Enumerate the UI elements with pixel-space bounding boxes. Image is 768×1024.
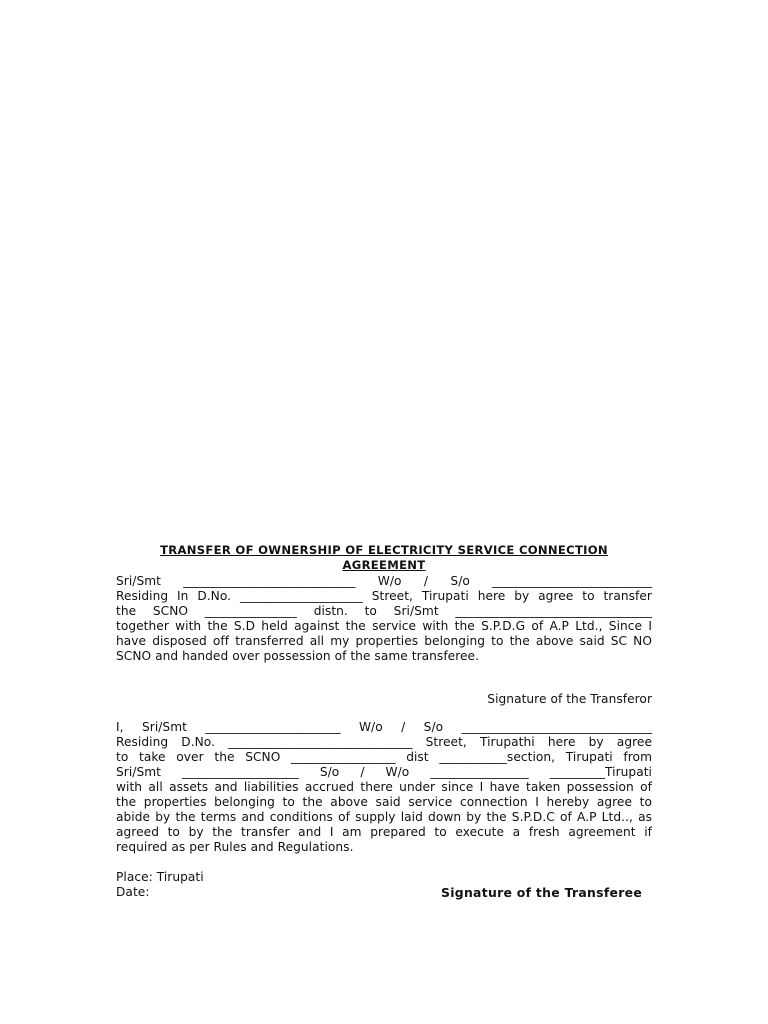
transferee-line-6: the properties belonging to the above said service connection I hereby agree to — [116, 795, 652, 809]
transferee-line-2: Residing D.No. ______________________________ Street, Tirupathi here by agree — [116, 735, 652, 749]
transferor-paragraph — [116, 574, 652, 664]
agreement-body — [116, 543, 652, 900]
transferee-paragraph — [116, 720, 652, 855]
transferee-line-5: with all assets and liabilities accrued there under since I have taken possession of — [116, 780, 652, 794]
place-label: Place: Tirupati — [116, 870, 204, 884]
title-line-2: AGREEMENT — [342, 557, 426, 572]
transferee-line-3: to take over the SCNO _________________ dist ___________section, Tirupati from — [116, 750, 652, 764]
document-title — [116, 543, 652, 572]
transferor-line-2: Residing In D.No. ____________________ Street, Tirupati here by agree to transfer — [116, 589, 652, 603]
transferor-line-4: together with the S.D held against the service with the S.P.D.G of A.P Ltd., Since I — [116, 619, 652, 633]
place-date-block — [116, 870, 652, 900]
transferee-line-1: I, Sri/Smt ______________________ W/o / S/o _______________________________ — [116, 720, 652, 734]
transferor-signature-label: Signature of the Transferor — [487, 692, 652, 706]
transferee-line-7: abide by the terms and conditions of supply laid down by the S.P.D.C of A.P Ltd.., as — [116, 810, 652, 824]
transferor-line-3: the SCNO _______________ distn. to Sri/Smt ________________________________ — [116, 604, 652, 618]
transferee-line-9: required as per Rules and Regulations. — [116, 840, 354, 854]
transferee-line-8: agreed to by the transfer and I am prepared to execute a fresh agreement if — [116, 825, 652, 839]
transferor-line-5: have disposed off transferred all my properties belonging to the above said SC NO — [116, 634, 652, 648]
date-label: Date: — [116, 885, 150, 899]
transferee-line-4: Sri/Smt ___________________ S/o / W/o ________________ _________Tirupati — [116, 765, 652, 779]
title-line-1: TRANSFER OF OWNERSHIP OF ELECTRICITY SERVICE CONNECTION — [160, 543, 608, 557]
transferor-line-6: SCNO and handed over possession of the same transferee. — [116, 649, 480, 663]
transferor-line-1: Sri/Smt ____________________________ W/o / S/o __________________________ — [116, 574, 652, 588]
transferee-signature-label: Signature of the Transferee — [441, 885, 643, 900]
